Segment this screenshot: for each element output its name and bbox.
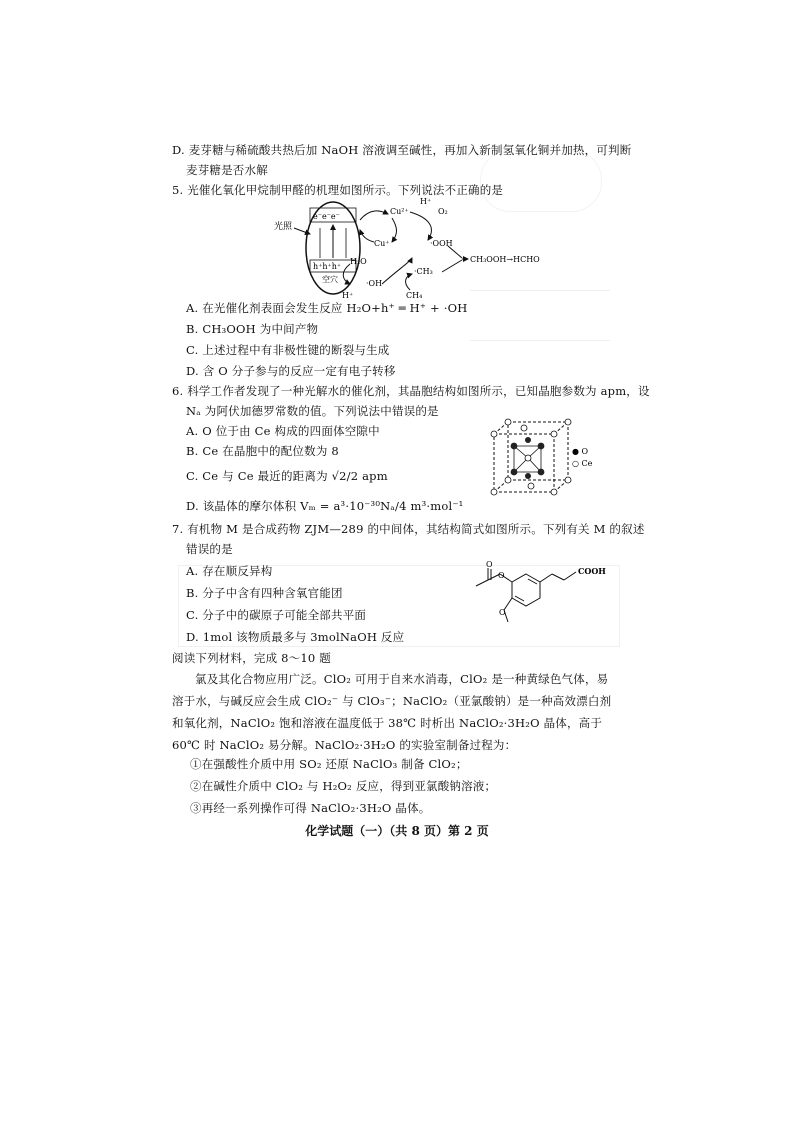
h-plus-top: H⁺ (420, 197, 432, 206)
q7-stem-line2: 错误的是 (186, 542, 233, 556)
q5-stem: 5. 光催化氧化甲烷制甲醛的机理如图所示。下列说法不正确的是 (172, 183, 504, 197)
prep-step-2: ②在碱性介质中 ClO₂ 与 H₂O₂ 反应，得到亚氯酸钠溶液； (190, 779, 497, 793)
q7-stem-line1: 7. 有机物 M 是合成药物 ZJM—289 的中间体，其结构简式如图所示。下列有关 M 的叙述 (172, 522, 645, 536)
q6-option-c: C. Ce 与 Ce 最近的距离为 √2/2 apm (186, 469, 388, 483)
q5-option-a: A. 在光催化剂表面会发生反应 H₂O+h⁺ ═ H⁺ + ·OH (186, 301, 468, 315)
q7-option-a: A. 存在顺反异构 (186, 564, 273, 578)
product-label: CH₃OOH→HCHO (470, 255, 540, 264)
oh-label: ·OH (366, 279, 383, 288)
q6-option-b: B. Ce 在晶胞中的配位数为 8 (186, 444, 339, 458)
cu1-label: Cu⁺ (374, 239, 390, 248)
photocatalysis-diagram (270, 197, 540, 303)
svg-text:O: O (498, 571, 505, 580)
crystal-cell-diagram (486, 418, 598, 498)
reading-intro: 阅读下列材料，完成 8～10 题 (172, 651, 331, 665)
q7-option-c: C. 分子中的碳原子可能全部共平面 (186, 608, 367, 622)
svg-text:O: O (486, 560, 493, 569)
light-label: 光照 (274, 222, 293, 232)
h-plus-bottom: H⁺ (342, 291, 354, 300)
prep-step-1: ①在强酸性介质中用 SO₂ 还原 NaClO₃ 制备 ClO₂； (190, 757, 468, 771)
q6-stem-line1: 6. 科学工作者发现了一种光解水的催化剂，其晶胞结构如图所示，已知晶胞参数为 apm，设 (172, 384, 650, 398)
bleed-through-line (470, 340, 610, 341)
o2-label: O₂ (438, 207, 448, 216)
h2o-label: H₂O (350, 257, 367, 266)
prep-step-3: ③再经一系列操作可得 NaClO₂·3H₂O 晶体。 (190, 801, 431, 815)
q4-option-d-line1: D. 麦芽糖与稀硫酸共热后加 NaOH 溶液调至碱性，再加入新制氢氧化铜并加热，可判断 (172, 143, 632, 157)
q6-option-a: A. O 位于由 Ce 构成的四面体空隙中 (186, 424, 380, 438)
q5-option-d: D. 含 O 分子参与的反应一定有电子转移 (186, 364, 396, 378)
hole-text: 空穴 (322, 275, 338, 284)
ch4-label: CH₄ (406, 291, 423, 300)
q7-option-d: D. 1mol 该物质最多与 3molNaOH 反应 (186, 630, 405, 644)
ooh-label: ·OOH (430, 239, 453, 248)
q6-option-d: D. 该晶体的摩尔体积 Vₘ = a³·10⁻³⁰Nₐ/4 m³·mol⁻¹ (186, 499, 464, 513)
cu2-label: Cu²⁺ (390, 207, 409, 216)
holes-label: h⁺h⁺h⁺ (313, 262, 342, 271)
q5-option-c: C. 上述过程中有非极性键的断裂与生成 (186, 343, 390, 357)
legend-o: ● O (572, 447, 589, 456)
q5-option-b: B. CH₃OOH 为中间产物 (186, 322, 319, 336)
svg-text:O: O (499, 608, 506, 617)
material-paragraph: 氯及其化合物应用广泛。ClO₂ 可用于自来水消毒，ClO₂ 是一种黄绿色气体，易溶于水，与碱反应会生成 ClO₂⁻ 与 ClO₃⁻；NaClO₂（亚氯酸钠）是一种高效漂白剂和氧化剂，NaClO₂ 饱和溶液在温度低于 38℃ 时析出 NaClO₂·3H₂O 晶体，高于 60℃ 时 NaClO₂ 易分解。NaClO₂·3H₂O 的实验室制备过程为： (172, 672, 612, 752)
electrons-label: e⁻e⁻e⁻ (313, 212, 340, 221)
page-footer: 化学试题（一）（共 8 页）第 2 页 (305, 824, 489, 838)
molecule-structure (448, 560, 618, 630)
q6-stem-line2: Nₐ 为阿伏加德罗常数的值。下列说法中错误的是 (186, 404, 439, 418)
cooh-label: COOH (578, 566, 606, 576)
q4-option-d-line2: 麦芽糖是否水解 (186, 163, 268, 177)
ch3-label: ·CH₃ (414, 267, 433, 276)
legend-ce: ○ Ce (572, 459, 593, 468)
q7-option-b: B. 分子中含有四种含氧官能团 (186, 586, 343, 600)
